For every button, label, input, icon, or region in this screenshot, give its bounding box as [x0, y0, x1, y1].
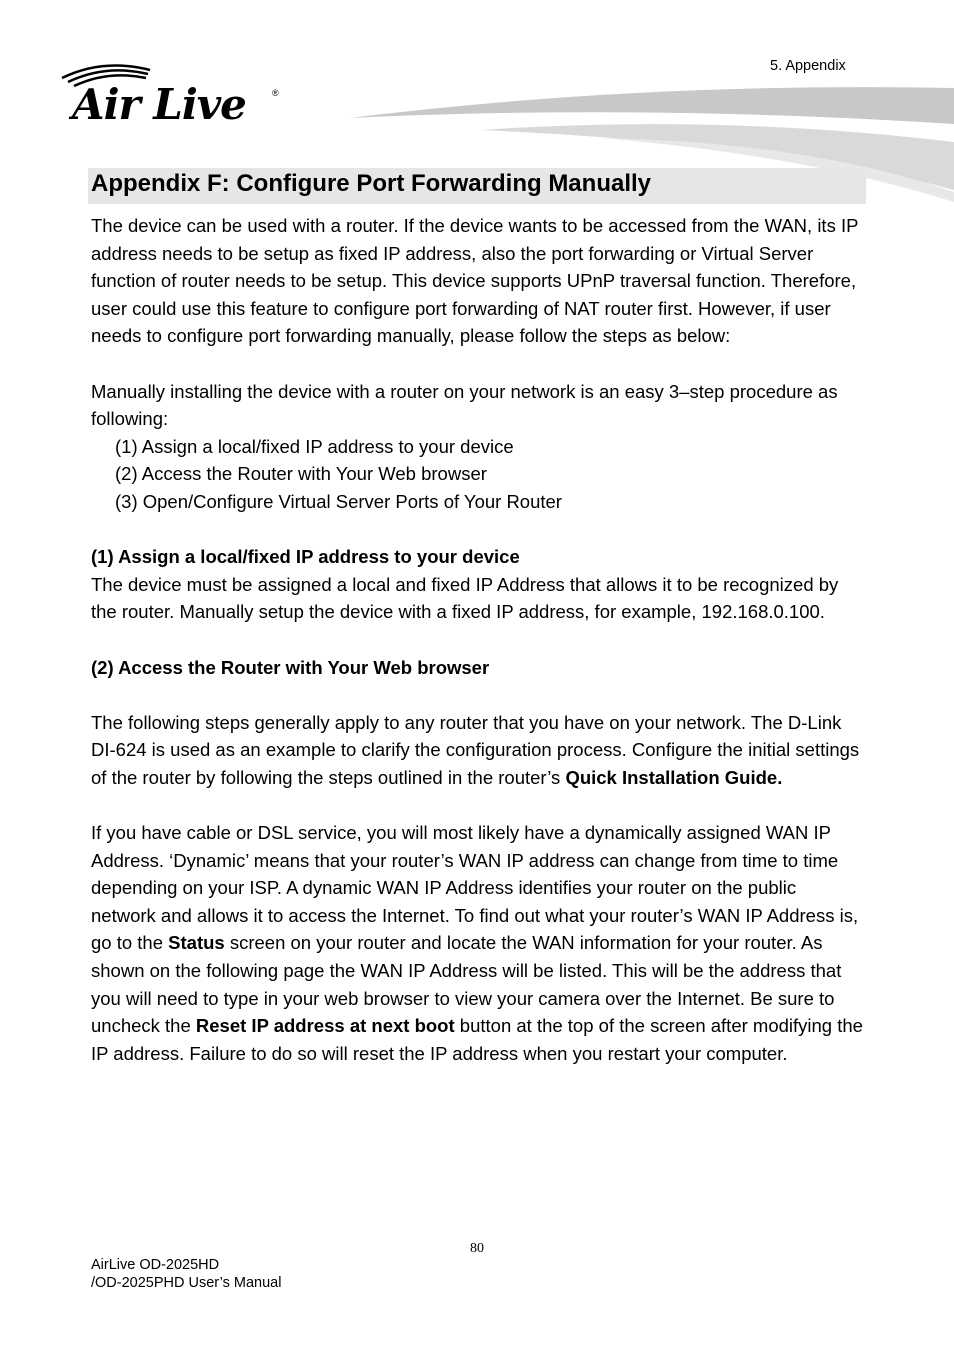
step-item-2: (2) Access the Router with Your Web browser: [115, 463, 487, 485]
footer-line2: /OD-2025PHD User’s Manual: [91, 1275, 282, 1291]
title-bar: [88, 168, 866, 204]
logo-wordmark: Air Live: [72, 80, 246, 129]
airlive-logo: [58, 60, 288, 130]
footer-line1: AirLive OD-2025HD: [91, 1257, 220, 1273]
procedure-intro: Manually installing the device with a router on your network is an easy 3–step procedure as following:: [91, 380, 838, 430]
reset-ip-ref: Reset IP address at next boot: [195, 1015, 455, 1037]
step-item-1: (1) Assign a local/fixed IP address to your device: [115, 435, 514, 457]
quick-install-guide-ref: Quick Installation Guide.: [565, 766, 783, 788]
section2-heading: (2) Access the Router with Your Web browser: [91, 656, 490, 678]
step-item-3: (3) Open/Configure Virtual Server Ports of Your Router: [115, 490, 562, 512]
para2-text-c: button at the top of the screen after modifying the IP address. Failure to do so will reset the IP address when you restart your computer.: [91, 1015, 863, 1064]
section2-paragraph2: [91, 819, 866, 1067]
page-title: Appendix F: Configure Port Forwarding Manually: [91, 170, 652, 197]
para1-text: The following steps generally apply to any router that you have on your network. The D-Link DI-624 is used as an example to clarify the configuration process. Configure the initial settings of the router by following the steps outlined in the router’s: [91, 711, 860, 788]
status-ref: Status: [168, 932, 225, 954]
para2-text-a: If you have cable or DSL service, you will most likely have a dynamically assigned WAN IP Address. ‘Dynamic’ means that your router’s WAN IP address can change from time to time depending on your ISP. A dynamic WAN IP Address identifies your router on the public network and allows it to access the Internet. To find out what your router’s WAN IP Address is, go to the: [91, 822, 859, 954]
header-section-label: 5. Appendix: [770, 58, 846, 74]
section1-text: The device must be assigned a local and fixed IP Address that allows it to be recognized by the router. Manually setup the device with a fixed IP address, for example, 192.168.0.100.: [91, 573, 839, 623]
section2-paragraph1: [91, 709, 866, 792]
footer: [91, 1256, 281, 1292]
para2-text-b: screen on your router and locate the WAN information for your router. As shown on the following page the WAN IP Address will be listed. This will be the address that you will need to type in your web browser to view your camera over the Internet. Be sure to uncheck the: [91, 932, 842, 1037]
page-number: 80: [470, 1241, 484, 1256]
logo-registered-mark: ®: [272, 88, 279, 98]
document-body: [91, 212, 866, 1067]
section1-heading: (1) Assign a local/fixed IP address to your device: [91, 546, 520, 568]
intro-paragraph: The device can be used with a router. If the device wants to be accessed from the WAN, its IP address needs to be setup as fixed IP address, also the port forwarding or Virtual Server function of router needs to be setup. This device supports UPnP traversal function. Therefore, user could use this feature to configure port forwarding of NAT router first. However, if user needs to configure port forwarding manually, please follow the steps as below:: [91, 215, 859, 347]
